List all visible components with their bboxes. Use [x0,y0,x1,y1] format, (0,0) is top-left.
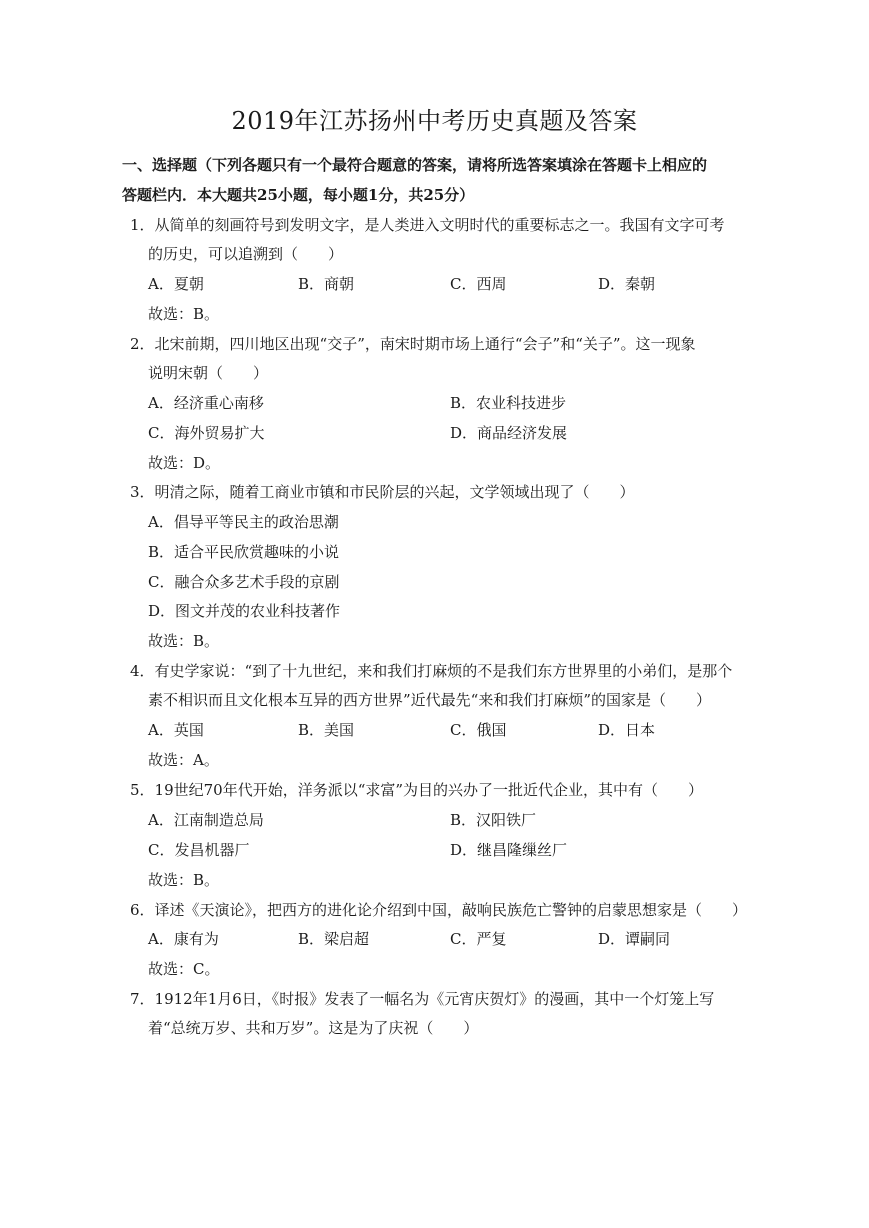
question-2-answer: 故选：D。 [148,454,221,472]
question-3-option-b: B．适合平民欣赏趣味的小说 [148,543,340,561]
question-1-line-2: 的历史，可以追溯到（ ） [148,245,344,263]
option-b: B．美国 [298,721,355,739]
option-a: A．江南制造总局 [148,811,264,829]
question-2-line-2: 说明宋朝（ ） [148,364,269,382]
question-4-answer: 故选：A。 [148,751,219,769]
section-heading-line-1: 一、选择题（下列各题只有一个最符合题意的答案，请将所选答案填涂在答题卡上相应的 [122,156,708,174]
question-7-line-1: 7．1912年1月6日，《时报》发表了一幅名为《元宵庆贺灯》的漫画，其中一个灯笼上写 [130,990,715,1008]
question-6-answer: 故选：C。 [148,960,220,978]
question-4-line-2: 素不相识而且文化根本互异的西方世界”近代最先“来和我们打麻烦”的国家是（ ） [148,691,712,709]
question-5-answer: 故选：B。 [148,871,220,889]
question-1-line-1: 1．从简单的刻画符号到发明文字，是人类进入文明时代的重要标志之一。我国有文字可考 [130,216,725,234]
question-7-line-2: 着“总统万岁、共和万岁”。这是为了庆祝（ ） [148,1019,479,1037]
question-3-option-d: D．图文并茂的农业科技著作 [148,602,341,620]
option-d: D．商品经济发展 [450,424,568,442]
option-d: D．秦朝 [598,275,656,293]
section-heading [122,150,752,210]
option-a: A．英国 [148,721,204,739]
option-c: C．发昌机器厂 [148,841,250,859]
question-3-answer: 故选：B。 [148,632,220,650]
option-d: D．继昌隆缫丝厂 [450,841,568,859]
question-6-line-1: 6．译述《天演论》，把西方的进化论介绍到中国，敲响民族危亡警钟的启蒙思想家是（ ） [130,901,748,919]
question-5-line-1: 5．19世纪70年代开始，洋务派以“求富”为目的兴办了一批近代企业，其中有（ ） [130,781,704,799]
section-heading-line-2: 答题栏内．本大题共25小题，每小题1分，共25分） [122,186,475,204]
option-c: C．严复 [450,930,507,948]
option-a: A．经济重心南移 [148,394,264,412]
option-c: C．俄国 [450,721,507,739]
question-4-line-1: 4．有史学家说：“到了十九世纪，来和我们打麻烦的不是我们东方世界里的小弟们，是那个 [130,662,733,680]
question-3-option-c: C．融合众多艺术手段的京剧 [148,573,340,591]
option-b: B．商朝 [298,275,355,293]
option-a: A．夏朝 [148,275,204,293]
option-d: D．谭嗣同 [598,930,671,948]
question-3-line-1: 3．明清之际，随着工商业市镇和市民阶层的兴起，文学领域出现了（ ） [130,483,635,501]
option-c: C．海外贸易扩大 [148,424,265,442]
page-title: 2019年江苏扬州中考历史真题及答案 [231,107,638,135]
option-c: C．西周 [450,275,507,293]
option-a: A．康有为 [148,930,219,948]
question-2-line-1: 2．北宋前期，四川地区出现“交子”，南宋时期市场上通行“会子”和“关子”。这一现象 [130,335,696,353]
option-b: B．梁启超 [298,930,370,948]
question-3-option-a: A．倡导平等民主的政治思潮 [148,513,339,531]
option-b: B．农业科技进步 [450,394,567,412]
option-d: D．日本 [598,721,656,739]
option-b: B．汉阳铁厂 [450,811,537,829]
question-1-answer: 故选：B。 [148,305,220,323]
